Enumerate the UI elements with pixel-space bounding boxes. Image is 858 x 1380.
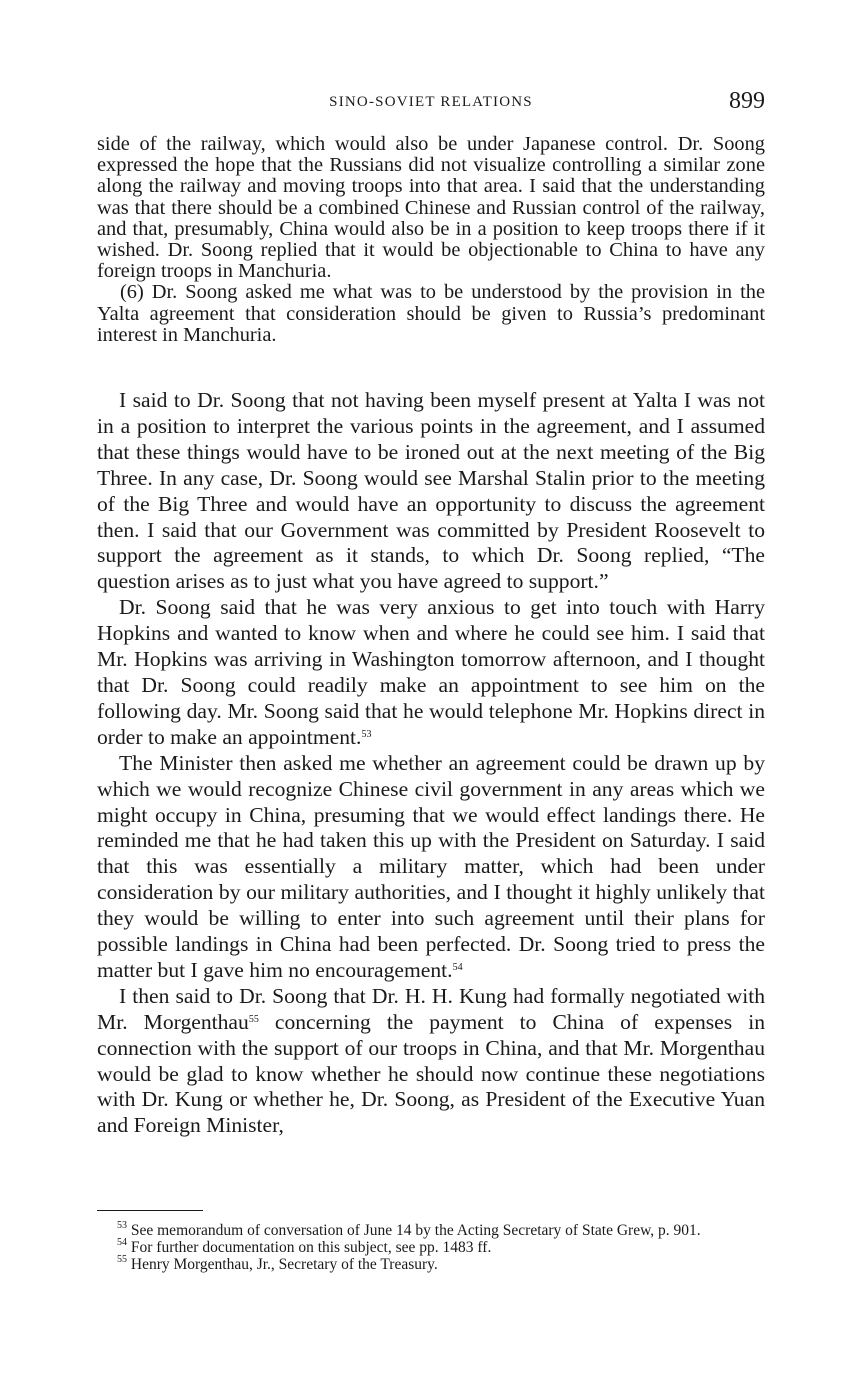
body-paragraph-text: I then said to Dr. Soong that Dr. H. H. Kung had formally negotiated with Mr. Morgenthau	[97, 983, 765, 1034]
footnote-54	[97, 1239, 765, 1256]
body-paragraph	[97, 595, 765, 750]
running-title: SINO-SOVIET RELATIONS	[329, 94, 533, 110]
footnote-text: For further documentation on this subject, see pp. 1483 ff.	[127, 1239, 492, 1257]
footnote-reference-53[interactable]: 53	[361, 728, 372, 740]
footnote-text: See memorandum of conversation of June 14 by the Acting Secretary of State Grew, p. 901.	[127, 1222, 701, 1239]
body-paragraph-text: The Minister then asked me whether an agreement could be drawn up by which we would recognize Chinese civil government in any areas which we might occupy in China, presuming that we would effect landings there. He reminded me that he had taken this up with the President on Saturday. I said that this was essentially a military matter, which had been under consideration by our military authorities, and I thought it highly unlikely that they would be willing to enter into such agreement until their plans for possible landings in China had been perfected. Dr. Soong tried to press the matter but I gave him no encouragement.	[97, 750, 765, 982]
body-paragraph	[97, 751, 765, 984]
footnote-text: Henry Morgenthau, Jr., Secretary of the Treasury.	[127, 1256, 438, 1274]
footnote-rule	[97, 1210, 203, 1211]
body-text	[97, 388, 765, 1139]
memo-paragraph: side of the railway, which would also be under Japanese control. Dr. Soong expressed the hope that the Russians did not visualize controlling a similar zone along the railway and moving troops into that area. I said that the understanding was that there should be a combined Chinese and Russian control of the railway, and that, presumably, China would also be in a position to keep troops there if it wished. Dr. Soong replied that it would be objectionable to China to have any foreign troops in Manchuria.	[97, 133, 765, 283]
body-paragraph-text: Dr. Soong said that he was very anxious to get into touch with Harry Hopkins and wanted to know when and where he could see him. I said that Mr. Hopkins was arriving in Washington tomorrow afternoon, and I thought that Dr. Soong could readily make an appointment to see him on the following day. Mr. Soong said that he would telephone Mr. Hopkins direct in order to make an appointment.	[97, 595, 765, 749]
footnote-mark: 55	[117, 1254, 127, 1266]
page-number: 899	[729, 88, 765, 114]
running-head	[97, 88, 765, 118]
footnotes	[97, 1222, 765, 1274]
memo-paragraph: (6) Dr. Soong asked me what was to be understood by the provision in the Yalta agreement that consideration should be given to Russia’s predominant interest in Manchuria.	[97, 281, 765, 346]
footnote-reference-54[interactable]: 54	[452, 961, 463, 973]
body-paragraph-text: concerning the payment to China of expenses in connection with the support of our troops in China, and that Mr. Morgenthau would be glad to know whether he should now continue these negotiations with Dr. Kung or whether he, Dr. Soong, as President of the Executive Yuan and Foreign Minister,	[97, 1009, 765, 1138]
footnote-reference-55[interactable]: 55	[248, 1013, 259, 1025]
footnote-mark: 54	[117, 1237, 127, 1249]
body-paragraph: I said to Dr. Soong that not having been myself present at Yalta I was not in a position to interpret the various points in the agreement, and I assumed that these things would have to be ironed out at the next meeting of the Big Three. In any case, Dr. Soong would see Marshal Stalin prior to the meeting of the Big Three and would have an opportunity to discuss the agreement then. I said that our Government was committed by President Roosevelt to support the agreement as it stands, to which Dr. Soong replied, “The question arises as to just what you have agreed to support.”	[97, 388, 765, 594]
footnote-mark: 53	[117, 1220, 127, 1231]
footnote-55	[97, 1256, 765, 1273]
footnote-53	[97, 1222, 765, 1239]
quoted-memo	[97, 134, 765, 346]
body-paragraph	[97, 984, 765, 1139]
